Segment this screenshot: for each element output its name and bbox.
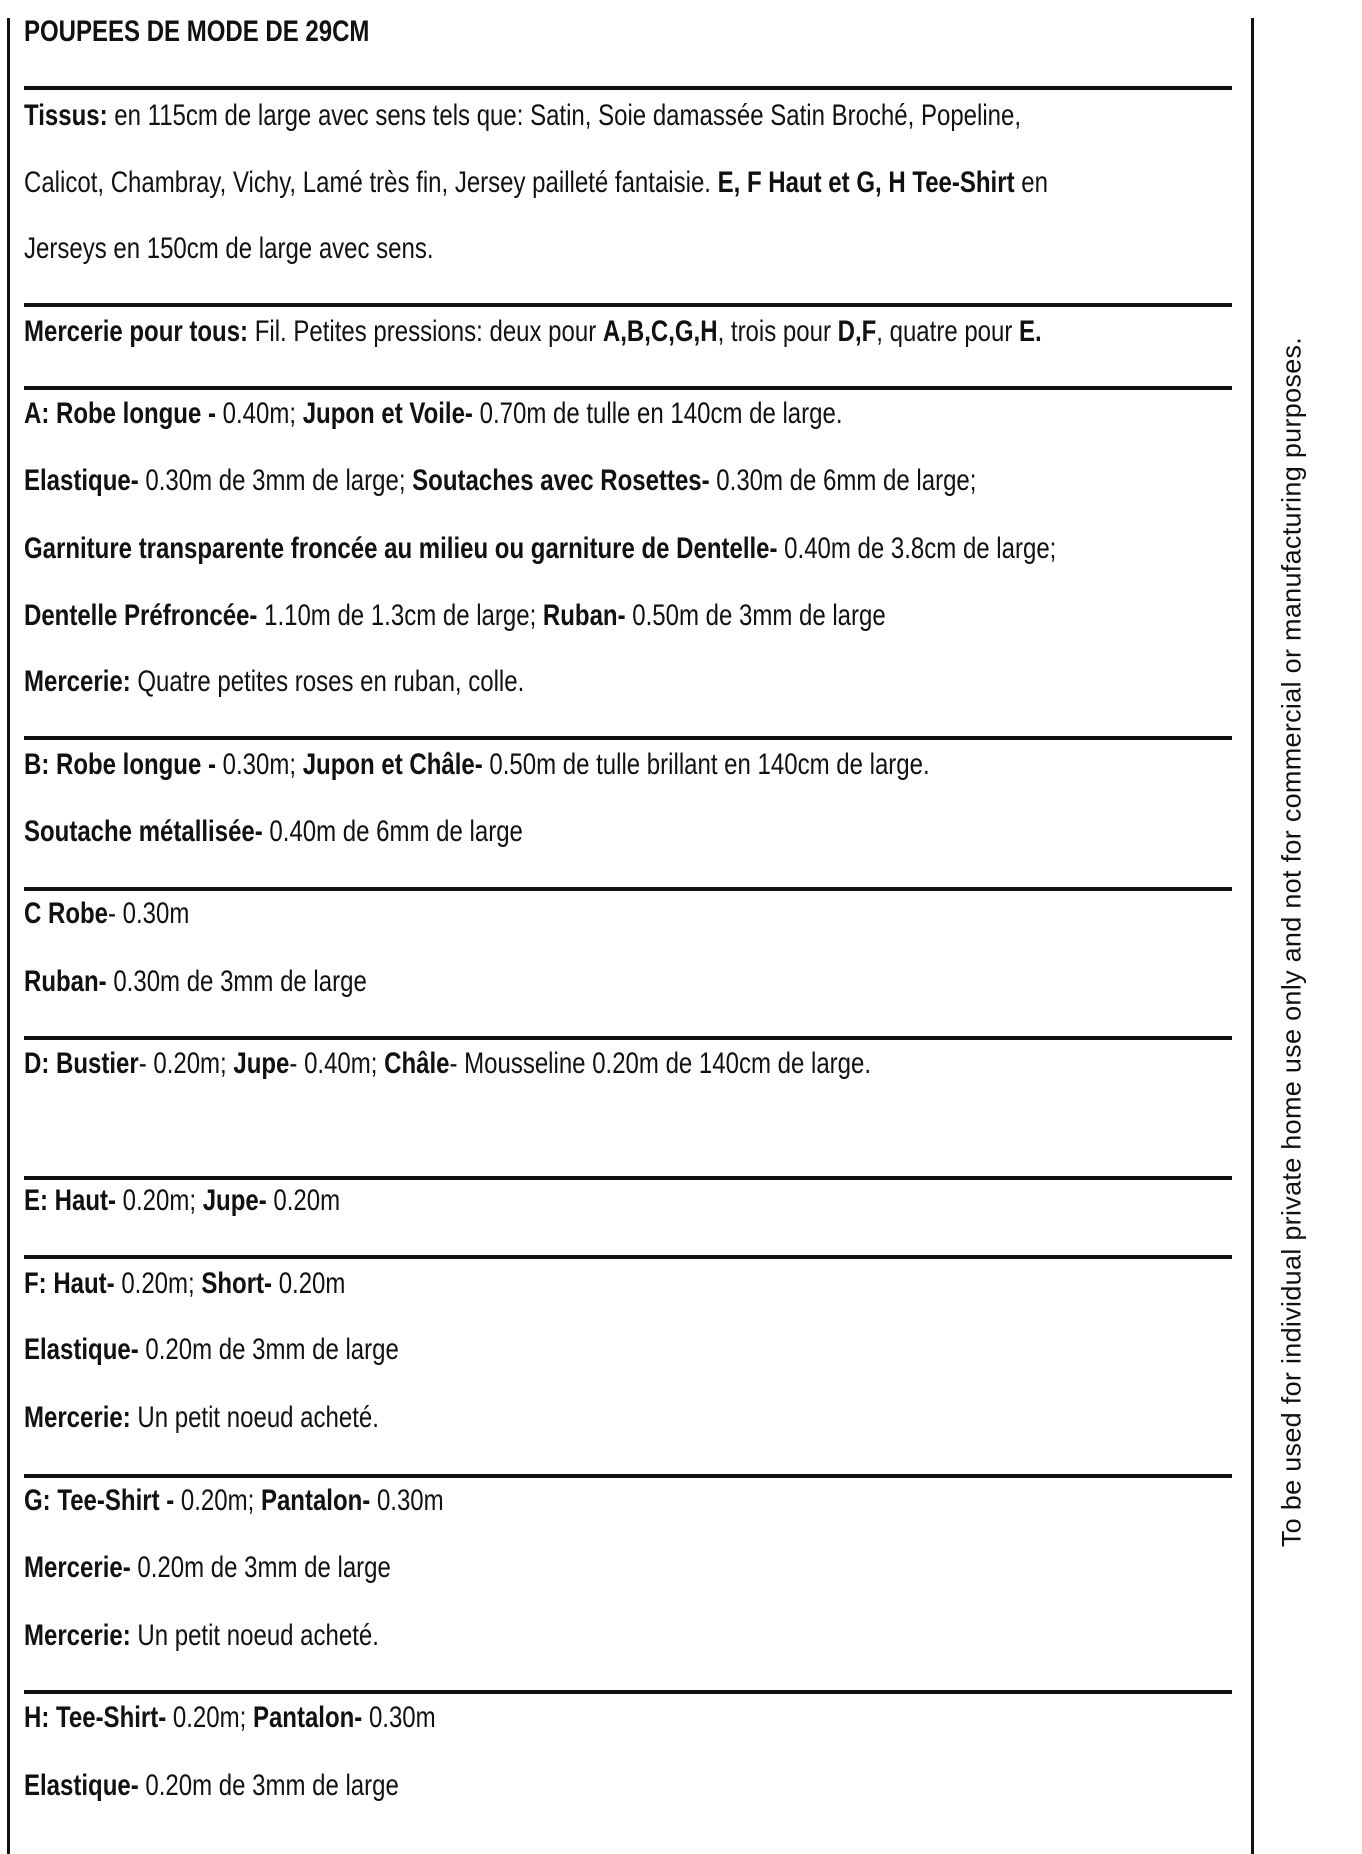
usage-notice: To be used for individual private home use only and not for commercial or manufacturing purposes. [1276, 336, 1307, 1548]
item-text: en 115cm de large avec sens tels que: Satin, Soie damassée Satin Broché, Popeline, [107, 99, 1022, 132]
item-label: Jupon et Voile- [302, 397, 473, 430]
item-label: Mercerie: [24, 1401, 131, 1434]
item-text: 0.20m; [116, 1184, 203, 1217]
item-label: Soutaches avec Rosettes- [412, 464, 710, 497]
requirement-line [24, 1184, 340, 1218]
requirement-line [24, 1701, 436, 1735]
item-text: 0.40m; [215, 397, 303, 430]
item-label: E. [1019, 315, 1042, 348]
item-text: 1.10m de 1.3cm de large; [257, 599, 543, 632]
item-label: Elastique- [24, 1333, 139, 1366]
item-text: Un petit noeud acheté. [130, 1619, 379, 1652]
requirement-line [24, 1551, 391, 1585]
requirement-line [24, 1047, 871, 1081]
item-text: 0.30m [362, 1701, 436, 1734]
requirement-line [24, 1619, 379, 1653]
requirement-line [24, 1401, 379, 1435]
requirement-line [24, 815, 523, 849]
item-label: Mercerie pour tous: [24, 315, 249, 348]
item-label: D,F [837, 315, 877, 348]
item-label: Mercerie: [24, 1619, 131, 1652]
requirement-line [24, 1333, 399, 1367]
item-label: Jupe [233, 1047, 290, 1080]
item-text: 0.40m de 6mm de large [262, 815, 523, 848]
item-label: E: Haut- [24, 1184, 116, 1217]
item-label: Dentelle Préfroncée- [24, 599, 258, 632]
section-divider [24, 1690, 1232, 1694]
section-divider [24, 1255, 1232, 1259]
requirement-line [24, 897, 189, 931]
item-label: Jupe- [202, 1184, 267, 1217]
requirement-line [24, 99, 1021, 133]
right-border [1251, 18, 1254, 1854]
item-text: 0.30m de 3mm de large [106, 965, 367, 998]
item-text: Calicot, Chambray, Vichy, Lamé très fin, Jersey pailleté fantaisie. [24, 166, 718, 199]
requirement-line [24, 1769, 399, 1803]
item-label: A: Robe longue - [24, 397, 216, 430]
item-text: 0.20m; [114, 1267, 202, 1300]
requirement-line [24, 1267, 345, 1301]
left-border [7, 18, 10, 1854]
item-text: 0.30m [370, 1484, 444, 1517]
item-label: Short- [201, 1267, 273, 1300]
item-text: en [1014, 166, 1048, 199]
section-divider [24, 86, 1232, 90]
item-label: Ruban- [542, 599, 626, 632]
item-text: 0.20m [272, 1267, 346, 1300]
item-label: Jupon et Châle- [302, 748, 483, 781]
item-text: 0.40m de 3.8cm de large; [777, 532, 1057, 565]
section-divider [24, 1176, 1232, 1180]
requirement-line [24, 232, 434, 266]
item-label: E, F Haut et G, H Tee-Shirt [717, 166, 1015, 199]
item-label: Elastique- [24, 1769, 139, 1802]
item-label: Châle [384, 1047, 450, 1080]
item-text: , trois pour [717, 315, 838, 348]
item-text: 0.50m de tulle brillant en 140cm de large. [482, 748, 930, 781]
requirement-line [24, 965, 367, 999]
item-text: 0.20m; [166, 1701, 253, 1734]
item-text: 0.20m de 3mm de large [138, 1769, 399, 1802]
item-label: G: Tee-Shirt - [24, 1484, 175, 1517]
item-text: - 0.20m; [138, 1047, 234, 1080]
section-divider [24, 1474, 1232, 1478]
item-text: 0.20m [266, 1184, 341, 1217]
item-text: 0.30m; [215, 748, 303, 781]
requirement-line [24, 599, 886, 633]
item-text: - 0.30m [108, 897, 190, 930]
item-label: Tissus: [24, 99, 108, 132]
item-text: 0.70m de tulle en 140cm de large. [472, 397, 843, 430]
item-text: 0.50m de 3mm de large [625, 599, 886, 632]
item-text: - 0.40m; [289, 1047, 385, 1080]
item-text: , quatre pour [876, 315, 1020, 348]
requirement-line [24, 315, 1042, 349]
item-label: Soutache métallisée- [24, 815, 263, 848]
item-text: 0.20m de 3mm de large [130, 1551, 391, 1584]
item-text: Jerseys en 150cm de large avec sens. [24, 232, 434, 265]
item-label: C Robe [24, 897, 108, 930]
item-text: 0.30m de 6mm de large; [709, 464, 977, 497]
item-label: A,B,C,G,H [602, 315, 718, 348]
section-divider [24, 736, 1232, 740]
section-divider [24, 887, 1232, 891]
item-label: Pantalon- [260, 1484, 371, 1517]
item-text: 0.20m; [174, 1484, 261, 1517]
item-label: Mercerie- [24, 1551, 131, 1584]
item-label: D: Bustier [24, 1047, 139, 1080]
item-label: F: Haut- [24, 1267, 115, 1300]
requirement-line [24, 464, 976, 498]
item-label: B: Robe longue - [24, 748, 216, 781]
requirement-line [24, 748, 930, 782]
item-label: H: Tee-Shirt- [24, 1701, 167, 1734]
item-label: Ruban- [24, 965, 107, 998]
item-label: Pantalon- [252, 1701, 363, 1734]
item-label: Elastique- [24, 464, 139, 497]
item-text: Quatre petites roses en ruban, colle. [130, 665, 525, 698]
section-divider [24, 303, 1232, 307]
requirement-line [24, 532, 1056, 566]
item-text: 0.30m de 3mm de large; [138, 464, 413, 497]
requirement-line [24, 1484, 444, 1518]
item-text: - Mousseline 0.20m de 140cm de large. [449, 1047, 872, 1080]
item-text: Fil. Petites pressions: deux pour [248, 315, 603, 348]
item-label: Mercerie: [24, 665, 131, 698]
section-divider [24, 1036, 1232, 1040]
requirement-line [24, 397, 843, 431]
page-title: POUPEES DE MODE DE 29CM [24, 15, 370, 48]
requirement-line [24, 665, 524, 699]
item-text: 0.20m de 3mm de large [138, 1333, 399, 1366]
requirement-line [24, 166, 1048, 200]
section-divider [24, 386, 1232, 390]
item-text: Un petit noeud acheté. [130, 1401, 379, 1434]
item-label: Garniture transparente froncée au milieu ou garniture de Dentelle- [24, 532, 778, 565]
